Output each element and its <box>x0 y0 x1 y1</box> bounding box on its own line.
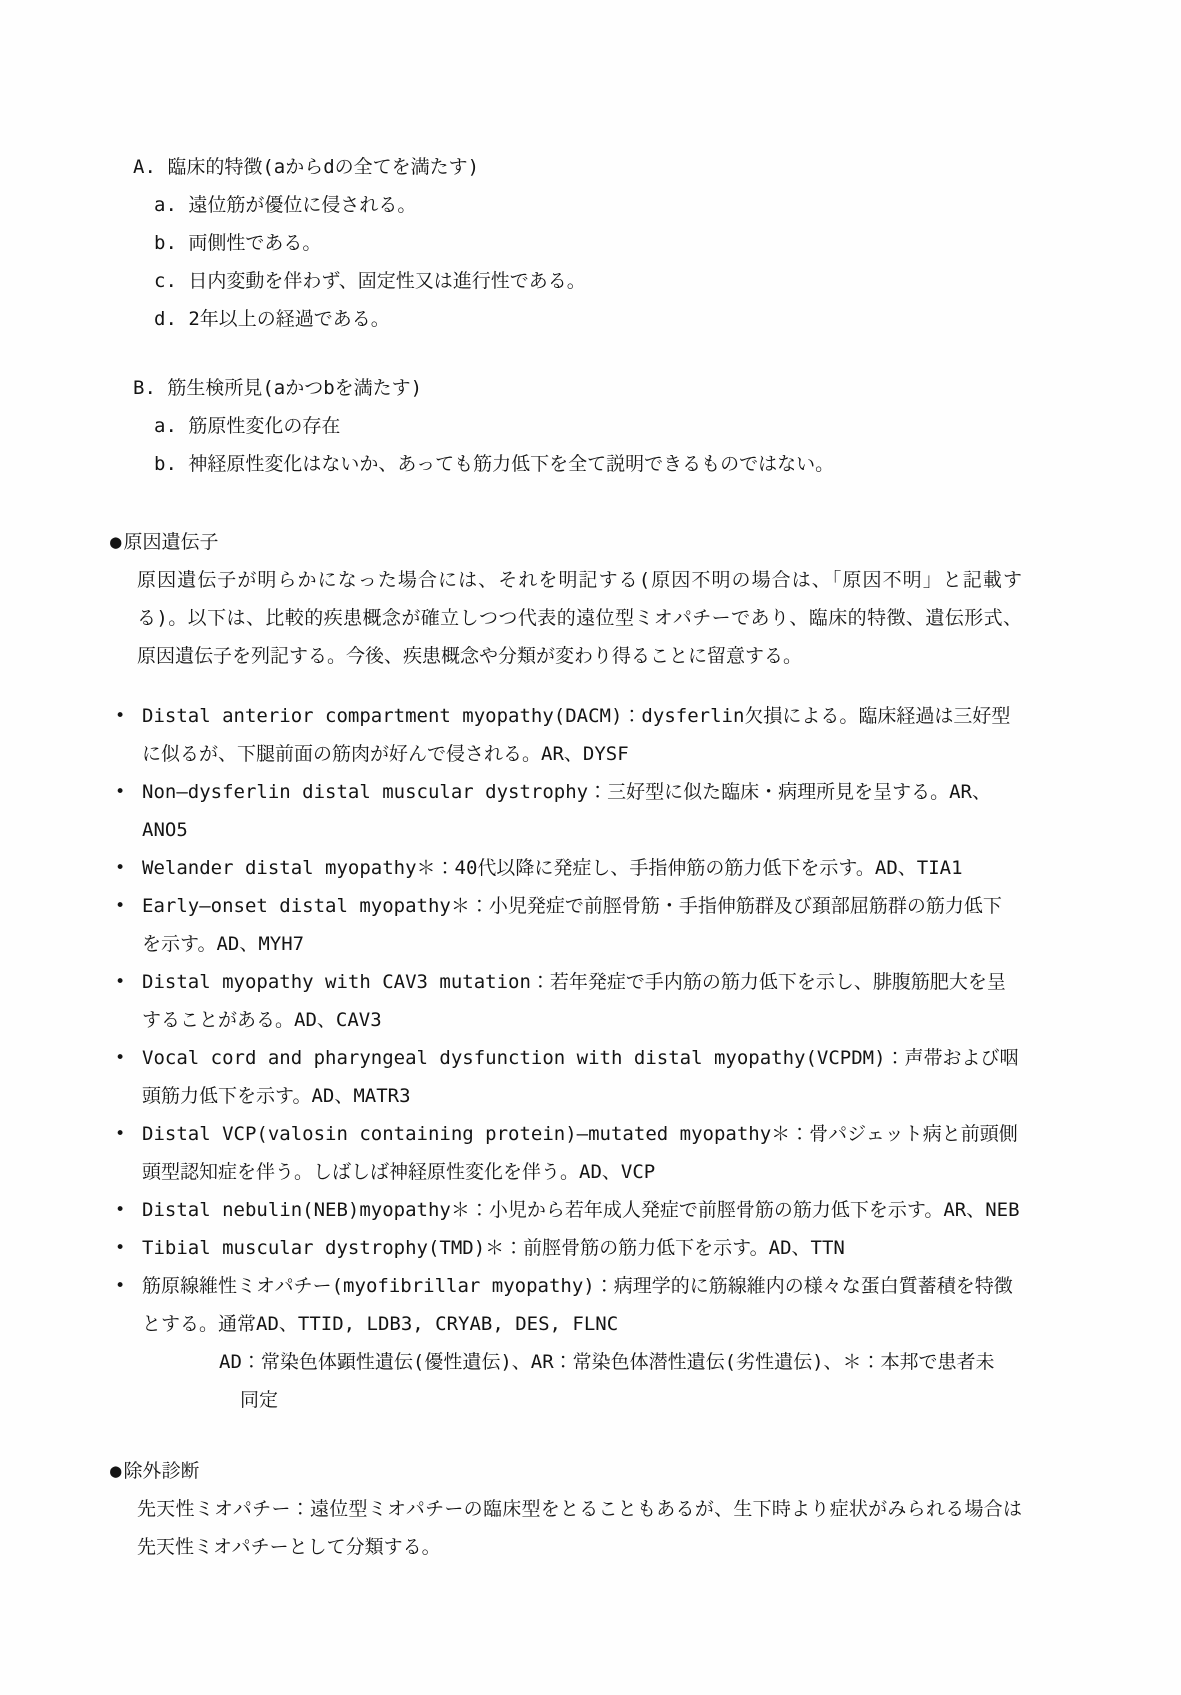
list-item-text: Non―dysferlin distal muscular dystrophy：三好型に似た臨床・病理所見を呈する。AR、ANO5 <box>142 781 991 841</box>
section-exclusion-diagnosis <box>110 1452 1022 1566</box>
bullet-icon: • <box>115 782 126 802</box>
section-causative-gene <box>110 523 1022 1419</box>
causative-gene-heading <box>110 523 1021 561</box>
inheritance-note-line1: AD：常染色体顕性遺伝(優性遺伝)、AR：常染色体潜性遺伝(劣性遺伝)、＊：本邦で患者未 <box>219 1351 995 1373</box>
section-biopsy-findings <box>133 369 1021 483</box>
filled-circle-icon: ● <box>110 1460 124 1482</box>
section-b-item: b. 神経原性変化はないか、あっても筋力低下を全て説明できるものではない。 <box>154 453 835 475</box>
bullet-icon: • <box>115 896 126 916</box>
list-item-text: Tibial muscular dystrophy(TMD)＊：前脛骨筋の筋力低下を示す。AD、TTN <box>142 1237 845 1259</box>
list-item <box>115 887 1020 963</box>
list-item-text: Welander distal myopathy＊：40代以降に発症し、手指伸筋の筋力低下を示す。AD、TIA1 <box>142 857 963 879</box>
section-a-item: d. 2年以上の経過である。 <box>154 308 390 330</box>
list-item-text: Distal anterior compartment myopathy(DACM)：dysferlin欠損による。臨床経過は三好型に似るが、下腿前面の筋肉が好んで侵される。AR、DYSF <box>142 705 1011 765</box>
section-a-item: c. 日内変動を伴わず、固定性又は進行性である。 <box>154 270 586 292</box>
section-b-heading: B. 筋生検所見(aかつbを満たす) <box>133 377 423 399</box>
list-item <box>115 1267 1020 1343</box>
bullet-icon: • <box>115 1276 126 1296</box>
section-a-heading: A. 臨床的特徴(aからdの全てを満たす) <box>133 156 480 178</box>
list-item-text: Distal myopathy with CAV3 mutation：若年発症で手内筋の筋力低下を示し、腓腹筋肥大を呈することがある。AD、CAV3 <box>142 971 1006 1031</box>
exclusion-paragraph: 先天性ミオパチー：遠位型ミオパチーの臨床型をとることもあるが、生下時より症状がみられる場合は先天性ミオパチーとして分類する。 <box>137 1498 1022 1558</box>
list-item <box>115 1229 1020 1267</box>
list-item <box>115 1039 1020 1115</box>
list-item <box>115 773 1020 849</box>
bullet-icon: • <box>115 1048 126 1068</box>
section-a-item: b. 両側性である。 <box>154 232 322 254</box>
list-item <box>115 1191 1020 1229</box>
inheritance-note-line2: 同定 <box>240 1389 279 1411</box>
list-item-text: Distal nebulin(NEB)myopathy＊：小児から若年成人発症で前脛骨筋の筋力低下を示す。AR、NEB <box>142 1199 1020 1221</box>
bullet-icon: • <box>115 972 126 992</box>
section-a-item: a. 遠位筋が優位に侵される。 <box>154 194 417 216</box>
gene-bullet-list <box>115 697 1021 1343</box>
bullet-icon: • <box>115 1124 126 1144</box>
list-item <box>115 1115 1020 1191</box>
exclusion-heading-label: 除外診断 <box>123 1460 200 1482</box>
bullet-icon: • <box>115 706 126 726</box>
list-item-text: Vocal cord and pharyngeal dysfunction with distal myopathy(VCPDM)：声帯および咽頭筋力低下を示す。AD、MATR3 <box>142 1047 1019 1107</box>
causative-gene-paragraph: 原因遺伝子が明らかになった場合には、それを明記する(原因不明の場合は、「原因不明」と記載する)。以下は、比較的疾患概念が確立しつつ代表的遠位型ミオパチーであり、臨床的特徴、遺伝形式、原因遺伝子を列記する。今後、疾患概念や分類が変わり得ることに留意する。 <box>137 569 1022 667</box>
list-item <box>115 963 1020 1039</box>
list-item-text: Early―onset distal myopathy＊：小児発症で前脛骨筋・手指伸筋群及び頚部屈筋群の筋力低下を示す。AD、MYH7 <box>142 895 1002 955</box>
filled-circle-icon: ● <box>110 531 124 553</box>
causative-gene-heading-label: 原因遺伝子 <box>123 531 219 553</box>
bullet-icon: • <box>115 858 126 878</box>
list-item-text: Distal VCP(valosin containing protein)―mutated myopathy＊：骨パジェット病と前頭側頭型認知症を伴う。しばしば神経原性変化を伴う。AD、VCP <box>142 1123 1018 1183</box>
exclusion-heading <box>110 1452 1021 1490</box>
bullet-icon: • <box>115 1200 126 1220</box>
list-item <box>115 849 1020 887</box>
bullet-icon: • <box>115 1238 126 1258</box>
list-item-text: 筋原線維性ミオパチー(myofibrillar myopathy)：病理学的に筋線維内の様々な蛋白質蓄積を特徴とする。通常AD、TTID, LDB3, CRYAB, DES, FLNC <box>142 1275 1013 1335</box>
section-b-item: a. 筋原性変化の存在 <box>154 415 341 437</box>
section-clinical-features <box>133 148 1021 338</box>
list-item <box>115 697 1020 773</box>
